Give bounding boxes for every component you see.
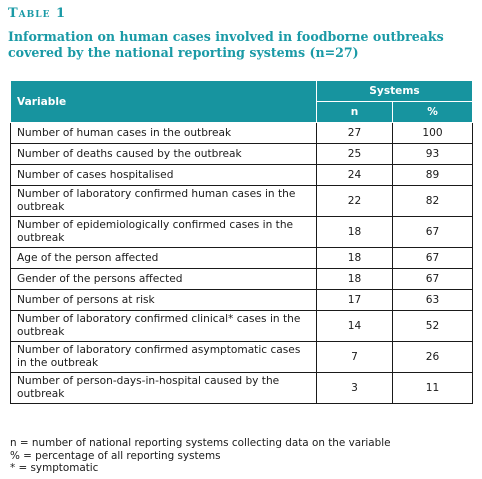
table-notes: [10, 437, 476, 475]
variable-cell: Number of laboratory confirmed clinical* cases in the outbreak: [11, 311, 317, 342]
percent-cell: 93: [393, 144, 473, 165]
percent-cell: 89: [393, 165, 473, 186]
data-table: [10, 80, 473, 404]
percent-cell: 67: [393, 217, 473, 248]
n-cell: 7: [317, 342, 393, 373]
header-n: n: [317, 102, 393, 123]
percent-cell: 67: [393, 269, 473, 290]
table-row: [11, 123, 473, 144]
percent-cell: 82: [393, 186, 473, 217]
variable-cell: Number of laboratory confirmed human cases in the outbreak: [11, 186, 317, 217]
table-row: [11, 144, 473, 165]
variable-cell: Number of cases hospitalised: [11, 165, 317, 186]
table-row: [11, 217, 473, 248]
variable-cell: Number of epidemiologically confirmed cases in the outbreak: [11, 217, 317, 248]
variable-cell: Number of persons at risk: [11, 290, 317, 311]
table-row: [11, 290, 473, 311]
percent-cell: 63: [393, 290, 473, 311]
percent-cell: 100: [393, 123, 473, 144]
percent-cell: 11: [393, 373, 473, 404]
n-cell: 17: [317, 290, 393, 311]
n-cell: 3: [317, 373, 393, 404]
variable-cell: Gender of the persons affected: [11, 269, 317, 290]
table-caption: Information on human cases involved in foodborne outbreaks covered by the national reporting systems (n=27): [8, 29, 444, 60]
n-cell: 22: [317, 186, 393, 217]
header-percent: %: [393, 102, 473, 123]
table-row: [11, 269, 473, 290]
n-cell: 24: [317, 165, 393, 186]
note-asterisk: * = symptomatic: [10, 462, 99, 474]
variable-cell: Number of laboratory confirmed asymptomatic cases in the outbreak: [11, 342, 317, 373]
table-row: [11, 186, 473, 217]
header-systems: Systems: [317, 81, 473, 102]
header-variable: Variable: [11, 81, 317, 123]
n-cell: 14: [317, 311, 393, 342]
table-row: [11, 373, 473, 404]
percent-cell: 52: [393, 311, 473, 342]
n-cell: 27: [317, 123, 393, 144]
note-percent: % = percentage of all reporting systems: [10, 449, 221, 462]
n-cell: 18: [317, 217, 393, 248]
table-row: [11, 248, 473, 269]
variable-cell: Number of person-days-in-hospital caused by the outbreak: [11, 373, 317, 404]
variable-cell: Number of deaths caused by the outbreak: [11, 144, 317, 165]
percent-cell: 26: [393, 342, 473, 373]
variable-cell: Age of the person affected: [11, 248, 317, 269]
note-n: n = number of national reporting systems collecting data on the variable: [10, 437, 391, 449]
table-row: [11, 165, 473, 186]
header-row: [11, 81, 473, 102]
n-cell: 25: [317, 144, 393, 165]
table-label: Table 1: [8, 6, 67, 21]
n-cell: 18: [317, 248, 393, 269]
percent-cell: 67: [393, 248, 473, 269]
table-row: [11, 311, 473, 342]
n-cell: 18: [317, 269, 393, 290]
variable-cell: Number of human cases in the outbreak: [11, 123, 317, 144]
table-row: [11, 342, 473, 373]
